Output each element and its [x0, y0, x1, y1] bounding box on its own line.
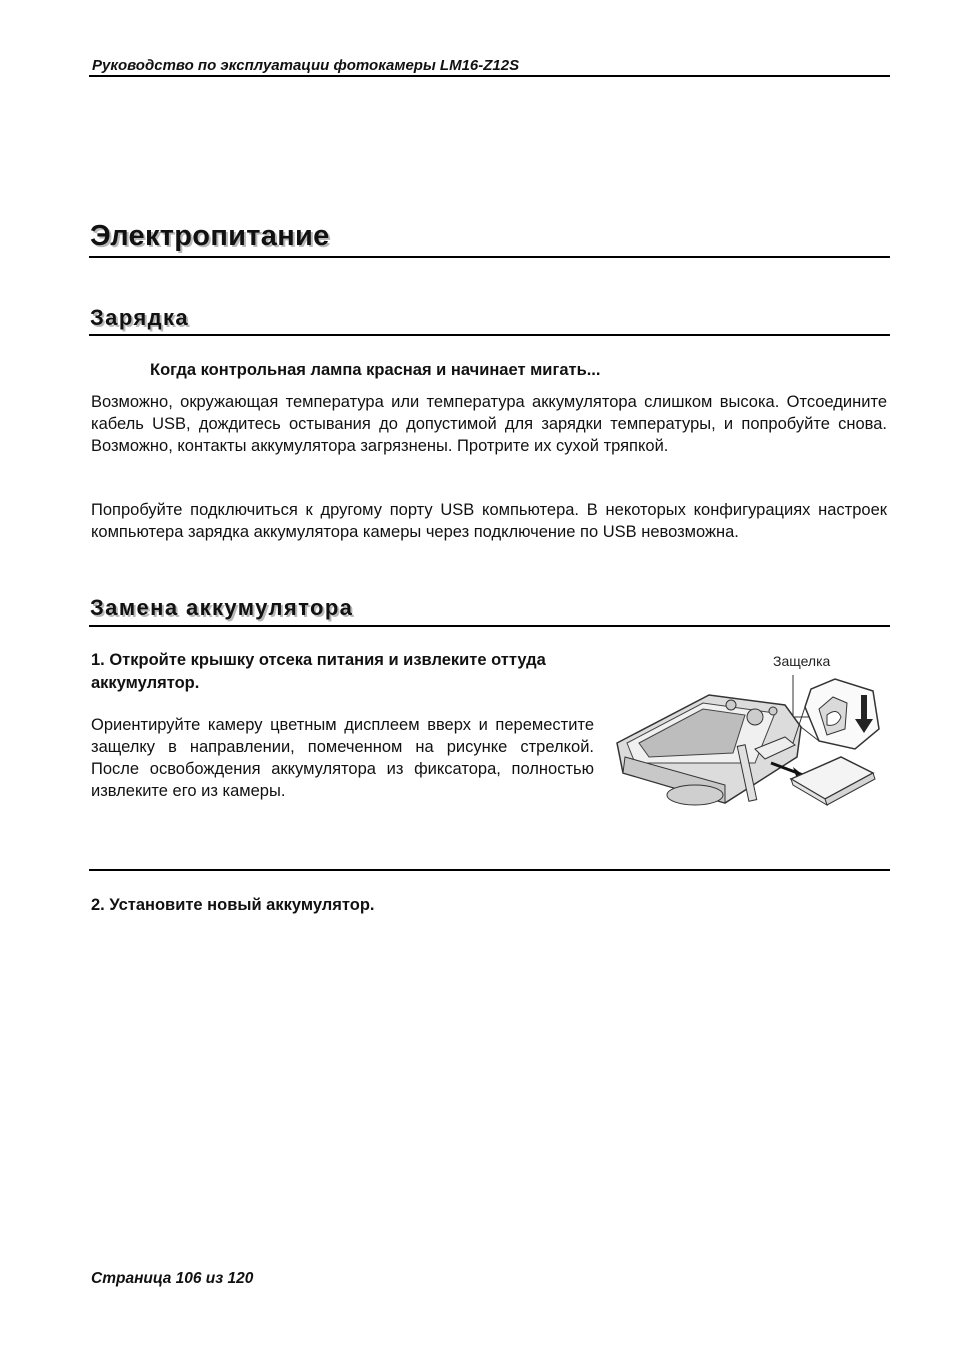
latch-label: Защелка: [773, 653, 831, 669]
section-title-rule: [89, 256, 890, 258]
battery-title: Замена аккумулятора: [90, 595, 354, 620]
charging-subhead: Когда контрольная лампа красная и начинает мигать...: [150, 361, 601, 379]
running-header: Руководство по эксплуатации фотокамеры LM16-Z12S: [92, 57, 520, 74]
charging-title: Зарядка: [90, 305, 190, 330]
step1-paragraph: Ориентируйте камеру цветным дисплеем вверх и переместите защелку в направлении, помеченном на рисунке стрелкой. После освобождения аккумулятора из фиксатора, полностью извлеките его из камеры.: [91, 716, 594, 800]
battery-title-rule: [89, 625, 890, 627]
page-footer: Страница 106 из 120: [91, 1270, 254, 1287]
charging-paragraph-2: Попробуйте подключиться к другому порту USB компьютера. В некоторых конфигурациях настроек компьютера зарядка аккумулятора камеры через подключение по USB невозможна.: [91, 501, 887, 541]
step1-title: 1. Откройте крышку отсека питания и извлеките оттуда аккумулятор.: [91, 651, 546, 692]
section-title: Электропитание: [90, 220, 330, 252]
step-separator-rule: [89, 869, 890, 871]
step2-title: 2. Установите новый аккумулятор.: [91, 896, 375, 914]
charging-paragraph-1: Возможно, окружающая температура или температура аккумулятора слишком высока. Отсоедините кабель USB, дождитесь остывания до допустимой для зарядки температуры, и попробуйте снова. Возможно, контакты аккумулятора загрязнены. Протрите их сухой тряпкой.: [91, 393, 887, 455]
battery-removal-figure: [605, 645, 895, 815]
header-rule: [89, 75, 890, 77]
charging-title-rule: [89, 334, 890, 336]
